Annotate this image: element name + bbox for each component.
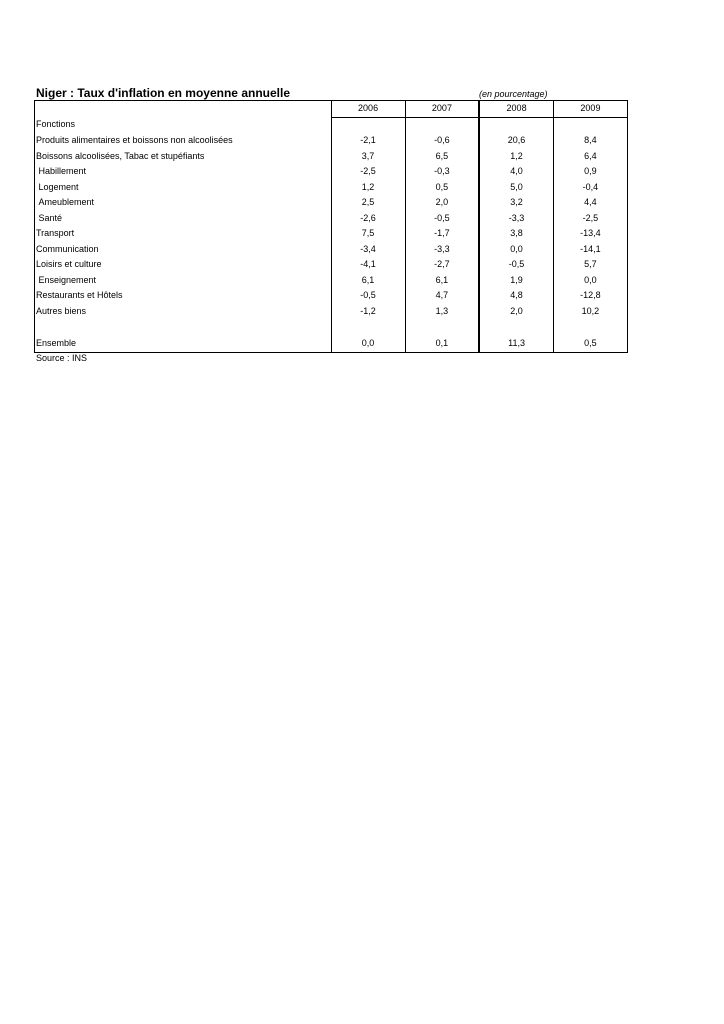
table-row — [35, 304, 628, 320]
value-cell: 4,8 — [479, 288, 553, 304]
value-cell: 0,0 — [553, 273, 627, 289]
value-cell: 4,4 — [553, 195, 627, 211]
value-cell: -0,5 — [331, 288, 405, 304]
value-cell: -3,4 — [331, 242, 405, 258]
value-cell: 0,0 — [331, 336, 405, 352]
row-label: Ameublement — [35, 195, 332, 211]
row-label: Boissons alcoolisées, Tabac et stupéfiants — [35, 149, 332, 165]
unit-note: (en pourcentage) — [479, 89, 548, 99]
value-cell: 2,5 — [331, 195, 405, 211]
row-label: Restaurants et Hôtels — [35, 288, 332, 304]
table-row — [35, 180, 628, 196]
table-row — [35, 257, 628, 273]
row-label: Produits alimentaires et boissons non alcoolisées — [35, 133, 332, 149]
table-row — [35, 242, 628, 258]
row-label: Transport — [35, 226, 332, 242]
row-label: Autres biens — [35, 304, 332, 320]
value-cell: 0,9 — [553, 164, 627, 180]
source-note: Source : INS — [36, 353, 88, 363]
value-cell: -12,8 — [553, 288, 627, 304]
value-cell: 4,0 — [479, 164, 553, 180]
inflation-table — [34, 100, 628, 353]
value-cell: -1,2 — [331, 304, 405, 320]
table-row — [35, 226, 628, 242]
table-row — [35, 164, 628, 180]
value-cell: -0,3 — [405, 164, 479, 180]
value-cell: -2,7 — [405, 257, 479, 273]
value-cell: 2,0 — [479, 304, 553, 320]
value-cell: -4,1 — [331, 257, 405, 273]
value-cell: 20,6 — [479, 133, 553, 149]
value-cell: 11,3 — [479, 336, 553, 352]
value-cell: -2,1 — [331, 133, 405, 149]
table-row — [35, 273, 628, 289]
value-cell: -2,5 — [331, 164, 405, 180]
header-label-cell — [35, 101, 332, 118]
value-cell: 6,1 — [405, 273, 479, 289]
row-label: Enseignement — [35, 273, 332, 289]
fonctions-label: Fonctions — [35, 117, 332, 133]
fonctions-row — [35, 117, 628, 133]
value-cell: -0,5 — [479, 257, 553, 273]
row-label: Ensemble — [35, 336, 332, 352]
row-label: Logement — [35, 180, 332, 196]
value-cell: 0,5 — [405, 180, 479, 196]
year-header: 2009 — [553, 101, 627, 118]
header-row — [35, 101, 628, 118]
value-cell: 6,1 — [331, 273, 405, 289]
table-row — [35, 133, 628, 149]
total-row — [35, 336, 628, 352]
value-cell: -1,7 — [405, 226, 479, 242]
value-cell: 3,2 — [479, 195, 553, 211]
value-cell: 3,8 — [479, 226, 553, 242]
value-cell: -3,3 — [405, 242, 479, 258]
value-cell: 4,7 — [405, 288, 479, 304]
value-cell: 1,3 — [405, 304, 479, 320]
value-cell: 0,5 — [553, 336, 627, 352]
row-label: Santé — [35, 211, 332, 227]
value-cell: 0,1 — [405, 336, 479, 352]
table-row — [35, 149, 628, 165]
table-row — [35, 195, 628, 211]
value-cell: 2,0 — [405, 195, 479, 211]
table-row — [35, 288, 628, 304]
value-cell: -2,5 — [553, 211, 627, 227]
value-cell: 5,0 — [479, 180, 553, 196]
value-cell: 8,4 — [553, 133, 627, 149]
year-header: 2008 — [479, 101, 553, 118]
row-label: Communication — [35, 242, 332, 258]
value-cell: 6,5 — [405, 149, 479, 165]
value-cell: -0,6 — [405, 133, 479, 149]
value-cell: 0,0 — [479, 242, 553, 258]
value-cell: -3,3 — [479, 211, 553, 227]
value-cell: 5,7 — [553, 257, 627, 273]
value-cell: 3,7 — [331, 149, 405, 165]
value-cell: 10,2 — [553, 304, 627, 320]
value-cell: -0,5 — [405, 211, 479, 227]
value-cell: -2,6 — [331, 211, 405, 227]
value-cell: -14,1 — [553, 242, 627, 258]
value-cell: 1,2 — [479, 149, 553, 165]
value-cell: 7,5 — [331, 226, 405, 242]
row-label: Habillement — [35, 164, 332, 180]
row-label: Loisirs et culture — [35, 257, 332, 273]
value-cell: 1,9 — [479, 273, 553, 289]
table-row — [35, 211, 628, 227]
year-header: 2007 — [405, 101, 479, 118]
value-cell: -0,4 — [553, 180, 627, 196]
value-cell: -13,4 — [553, 226, 627, 242]
value-cell: 6,4 — [553, 149, 627, 165]
table-title: Niger : Taux d'inflation en moyenne annuelle — [36, 86, 290, 100]
value-cell: 1,2 — [331, 180, 405, 196]
year-header: 2006 — [331, 101, 405, 118]
